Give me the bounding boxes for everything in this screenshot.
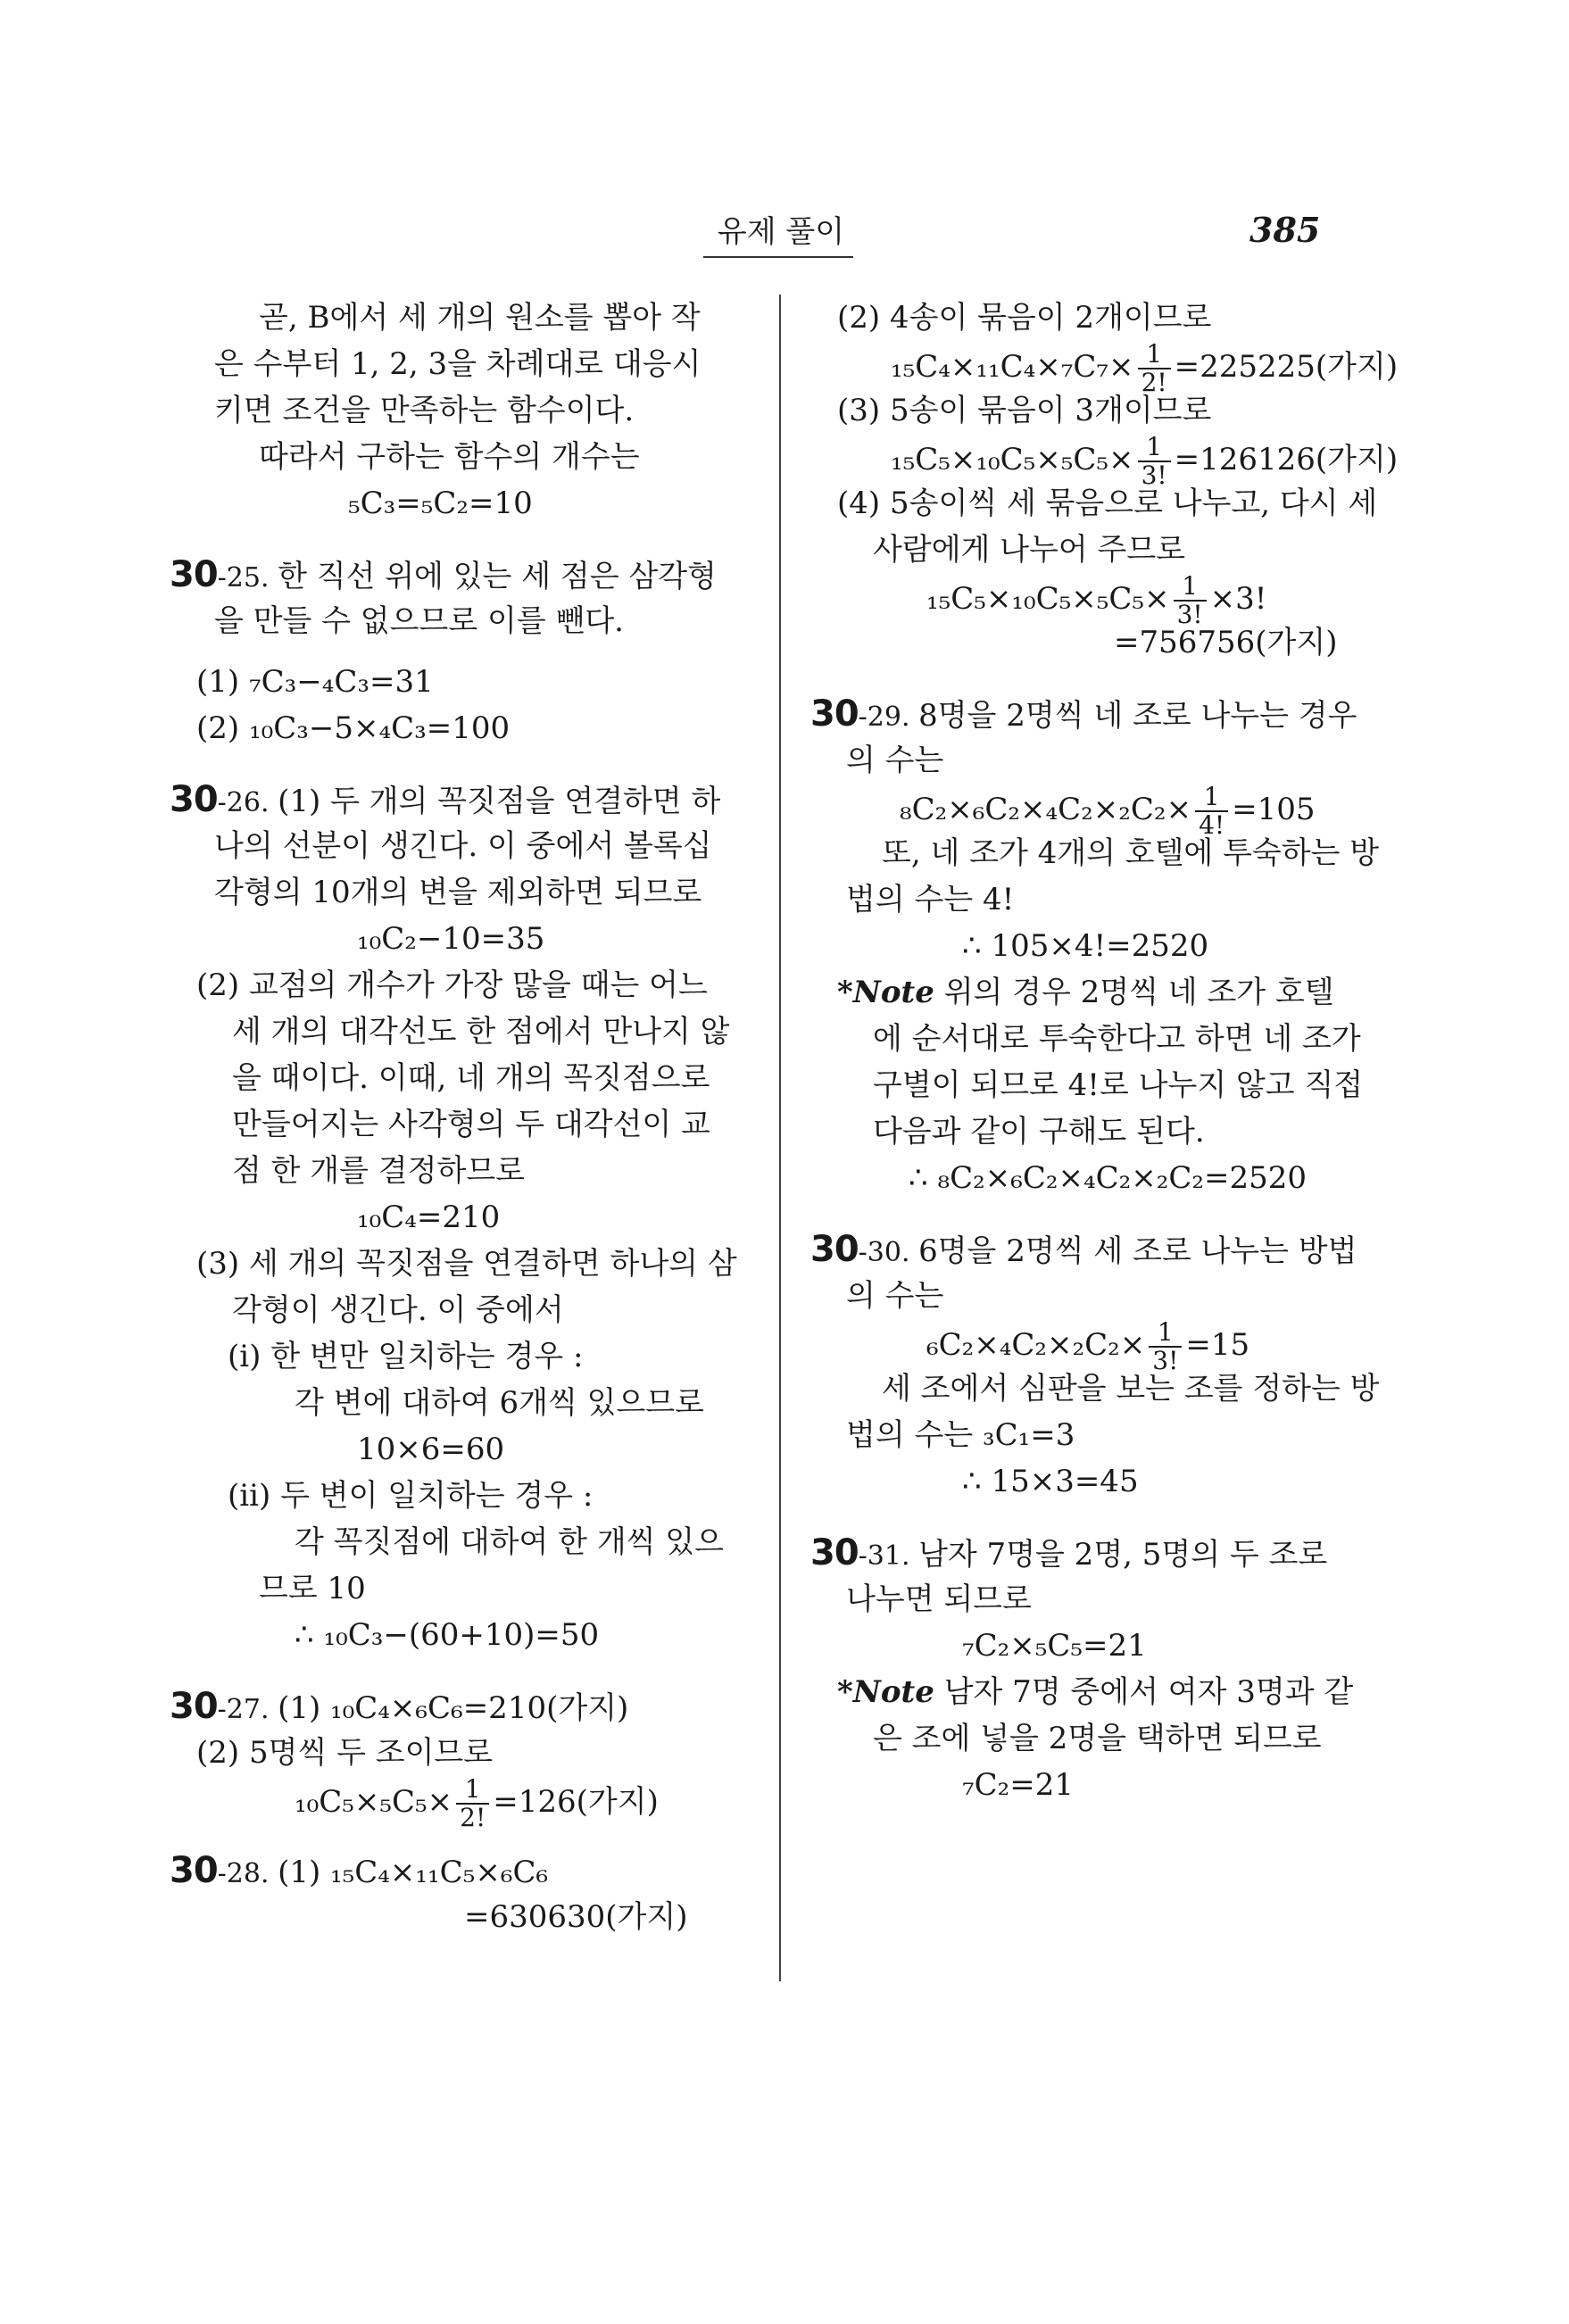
text-line	[810, 1458, 1391, 1505]
text-line	[810, 619, 1391, 666]
text-line	[810, 1273, 1391, 1319]
line-text-after: ×3!	[1209, 581, 1267, 617]
text-line	[170, 1894, 750, 1940]
text-line	[810, 969, 1391, 1016]
fraction-denominator: 3!	[1141, 461, 1167, 490]
line-text: 세 조에서 심판을 보는 조를 정하는 방	[882, 1371, 1380, 1407]
text-line	[810, 1365, 1391, 1412]
line-text: 만들어지는 사각형의 두 대각선이 교	[232, 1107, 710, 1142]
line-text: 은 조에 넣을 2명을 택하면 되므로	[873, 1721, 1322, 1756]
text-line	[810, 432, 1399, 490]
line-text: (1) ₇C₃−₄C₃=31	[196, 664, 434, 700]
line-text: 남자 7명 중에서 여자 3명과 같	[943, 1674, 1354, 1710]
line-text-after: =126(가지)	[493, 1784, 659, 1820]
fraction-numerator: 1	[456, 1776, 489, 1805]
line-text: =630630(가지)	[464, 1899, 688, 1935]
line-text: (2) 5명씩 두 조이므로	[196, 1735, 494, 1771]
line-text: ∴ 105×4!=2520	[962, 928, 1209, 964]
text-line	[810, 1155, 1391, 1201]
line-text: 따라서 구하는 함수의 개수는	[259, 439, 640, 475]
text-line	[810, 1016, 1391, 1062]
spacer	[170, 527, 750, 552]
problem-chapter-number: 30	[170, 1686, 218, 1727]
line-text-after: =15	[1185, 1327, 1250, 1363]
line-text: 각형이 생긴다. 이 중에서	[232, 1292, 564, 1328]
text-line	[170, 705, 750, 751]
fraction-denominator: 3!	[1176, 600, 1203, 629]
text-line	[170, 962, 750, 1008]
line-text: =756756(가지)	[1114, 625, 1338, 660]
text-line	[810, 923, 1391, 969]
text-line	[170, 1774, 750, 1832]
text-line	[810, 571, 1391, 629]
line-text: 의 수는	[846, 1278, 944, 1314]
problem-heading-line	[170, 552, 750, 598]
line-text: 세 개의 대각선도 한 점에서 만나지 않	[232, 1014, 730, 1050]
problem-heading-line	[810, 1530, 1391, 1576]
text-line	[170, 1148, 750, 1194]
text-line	[810, 527, 1391, 573]
line-text-after: =126126(가지)	[1174, 442, 1399, 477]
left-column	[170, 295, 750, 1940]
problem-number: -30.	[858, 1237, 919, 1268]
line-text: ₁₅C₅×₁₀C₅×₅C₅×	[926, 581, 1170, 617]
line-text: ₁₅C₅×₁₀C₅×₅C₅×	[891, 442, 1134, 477]
problem-heading-line	[170, 776, 750, 823]
text-line	[810, 1576, 1391, 1623]
text-line	[170, 295, 750, 341]
spacer	[934, 975, 944, 1010]
line-text: 10×6=60	[357, 1432, 505, 1467]
problem-number: -26.	[217, 787, 278, 818]
line-text: (3) 세 개의 꼭짓점을 연결하면 하나의 삼	[196, 1246, 737, 1282]
text-line	[170, 916, 750, 962]
text-line	[170, 1101, 750, 1148]
line-text: 에 순서대로 투숙한다고 하면 네 조가	[873, 1021, 1361, 1057]
right-column	[810, 295, 1399, 1808]
problem-heading-line	[170, 1847, 750, 1894]
line-text: 사람에게 나누어 주므로	[873, 532, 1186, 568]
spacer	[810, 1201, 1391, 1226]
line-text: 8명을 2명씩 네 조로 나누는 경우	[918, 698, 1357, 734]
problem-number: -29.	[858, 701, 919, 733]
line-text: 나누면 되므로	[846, 1581, 1032, 1617]
page-number: 385	[1249, 210, 1321, 250]
note-label: *Note	[837, 1674, 934, 1710]
text-line	[170, 1612, 750, 1658]
line-text: ₁₅C₄×₁₁C₄×₇C₇×	[891, 349, 1134, 385]
line-text: 다음과 같이 구해도 된다.	[873, 1114, 1205, 1150]
text-line	[810, 1623, 1391, 1669]
problem-number: -28.	[217, 1858, 278, 1889]
fraction-numerator: 1	[1138, 341, 1171, 369]
text-line	[810, 1762, 1391, 1808]
problem-chapter-number: 30	[810, 693, 859, 735]
line-text: ₅C₃=₅C₂=10	[348, 486, 533, 521]
line-text: ₁₀C₅×₅C₅×	[295, 1784, 453, 1820]
text-line	[170, 1055, 750, 1101]
line-text: 곧, B에서 세 개의 원소를 뽑아 작	[259, 300, 701, 336]
line-text: (1) ₁₀C₄×₆C₆=210(가지)	[278, 1690, 629, 1726]
line-text-after: =105	[1232, 792, 1316, 827]
line-text: ∴ ₈C₂×₆C₂×₄C₂×₂C₂=2520	[909, 1160, 1308, 1196]
line-text: 므로 10	[259, 1571, 366, 1606]
line-text: 점 한 개를 결정하므로	[232, 1153, 526, 1189]
line-text: 을 만들 수 없으므로 이를 뺀다.	[214, 603, 624, 639]
line-text: (2) 교점의 개수가 가장 많을 때는 어느	[196, 967, 708, 1003]
line-text: 남자 7명을 2명, 5명의 두 조로	[918, 1537, 1328, 1573]
spacer	[810, 666, 1391, 691]
fraction-numerator: 1	[1149, 1319, 1182, 1348]
text-line	[170, 1194, 750, 1241]
line-text: (2) ₁₀C₃−5×₄C₃=100	[196, 710, 511, 746]
text-line	[170, 1426, 750, 1473]
line-text: ∴ ₁₀C₃−(60+10)=50	[295, 1617, 600, 1653]
text-line	[810, 480, 1391, 527]
line-text: 은 수부터 1, 2, 3을 차례대로 대응시	[214, 346, 701, 382]
text-line	[810, 830, 1391, 876]
running-header-title: 유제 풀이	[717, 214, 845, 250]
text-line	[810, 782, 1391, 840]
note-label: *Note	[837, 975, 934, 1010]
text-line	[170, 1473, 750, 1519]
problem-chapter-number: 30	[170, 1850, 218, 1891]
problem-number: -25.	[217, 562, 278, 593]
text-line	[810, 737, 1391, 784]
problem-heading-line	[810, 691, 1391, 737]
spacer	[170, 751, 750, 776]
text-line	[170, 1241, 750, 1287]
line-text: ₈C₂×₆C₂×₄C₂×₂C₂×	[900, 792, 1192, 827]
text-line	[170, 1333, 750, 1380]
line-text: ₁₀C₄=210	[357, 1199, 501, 1235]
line-text: 키면 조건을 만족하는 함수이다.	[214, 393, 635, 428]
problem-chapter-number: 30	[810, 1229, 859, 1270]
text-line	[810, 1412, 1391, 1458]
text-line	[170, 480, 750, 527]
text-line	[170, 1380, 750, 1426]
text-line	[170, 1008, 750, 1055]
fraction-denominator: 2!	[460, 1803, 486, 1832]
text-line	[170, 1565, 750, 1612]
fraction	[456, 1776, 489, 1831]
text-line	[170, 659, 750, 705]
text-line	[810, 295, 1391, 341]
line-text: 각형의 10개의 변을 제외하면 되므로	[214, 875, 702, 910]
text-line	[170, 341, 750, 387]
line-text: 위의 경우 2명씩 네 조가 호텔	[943, 975, 1334, 1010]
text-line	[170, 869, 750, 916]
line-text: (3) 5송이 묶음이 3개이므로	[837, 393, 1212, 428]
line-text: ∴ 15×3=45	[962, 1464, 1139, 1499]
text-line	[170, 823, 750, 869]
problem-number: -31.	[858, 1540, 919, 1572]
line-text: (2) 4송이 묶음이 2개이므로	[837, 300, 1212, 336]
problem-heading-line	[170, 1683, 750, 1730]
column-divider	[779, 295, 781, 1981]
line-text: ₇C₂×₅C₅=21	[962, 1628, 1147, 1664]
text-line	[810, 876, 1391, 923]
spacer	[170, 644, 750, 659]
text-line	[170, 1287, 750, 1333]
fraction-numerator: 1	[1195, 784, 1228, 812]
problem-chapter-number: 30	[810, 1532, 859, 1573]
line-text: (ii) 두 변이 일치하는 경우 :	[228, 1478, 594, 1514]
problem-number: -27.	[217, 1694, 278, 1725]
header-underline	[703, 256, 853, 258]
spacer	[170, 1658, 750, 1683]
problem-chapter-number: 30	[170, 779, 218, 820]
line-text: 을 때이다. 이때, 네 개의 꼭짓점으로	[232, 1060, 710, 1096]
text-line	[810, 1062, 1391, 1108]
fraction-denominator: 4!	[1199, 810, 1225, 840]
line-text: 구별이 되므로 4!로 나누지 않고 직접	[873, 1067, 1364, 1103]
fraction-numerator: 1	[1174, 573, 1207, 602]
line-text: 나의 선분이 생긴다. 이 중에서 볼록십	[214, 828, 712, 864]
line-text: 법의 수는 ₃C₁=3	[846, 1417, 1075, 1453]
text-line	[170, 1730, 750, 1776]
line-text-after: =225225(가지)	[1174, 349, 1399, 385]
text-line	[170, 434, 750, 480]
text-line	[810, 1317, 1391, 1375]
line-text: 또, 네 조가 4개의 호텔에 투숙하는 방	[882, 835, 1380, 871]
text-line	[170, 387, 750, 434]
line-text: 의 수는	[846, 743, 944, 778]
line-text: (4) 5송이씩 세 묶음으로 나누고, 다시 세	[837, 486, 1378, 521]
line-text: 각 변에 대하여 6개씩 있으므로	[295, 1385, 704, 1421]
text-line	[810, 1715, 1391, 1762]
spacer	[934, 1674, 944, 1710]
problem-heading-line	[810, 1226, 1391, 1273]
text-line	[170, 598, 750, 644]
text-line	[170, 1519, 750, 1565]
fraction-denominator: 3!	[1152, 1346, 1179, 1375]
fraction-denominator: 2!	[1141, 368, 1167, 397]
line-text: (1) 두 개의 꼭짓점을 연결하면 하	[278, 784, 721, 819]
text-line	[810, 387, 1391, 434]
line-text: 한 직선 위에 있는 세 점은 삼각형	[278, 559, 717, 594]
text-line	[810, 1108, 1391, 1155]
line-text: ₆C₂×₄C₂×₂C₂×	[926, 1327, 1146, 1363]
line-text: 6명을 2명씩 세 조로 나누는 방법	[918, 1233, 1357, 1269]
fraction-numerator: 1	[1138, 434, 1171, 462]
line-text: 각 꼭짓점에 대하여 한 개씩 있으	[295, 1524, 725, 1560]
text-line	[810, 339, 1399, 397]
line-text: ₁₀C₂−10=35	[357, 921, 545, 957]
spacer	[810, 1505, 1391, 1530]
line-text: (1) ₁₅C₄×₁₁C₅×₆C₆	[278, 1855, 549, 1890]
line-text: 법의 수는 4!	[846, 882, 1015, 917]
line-text: ₇C₂=21	[962, 1767, 1075, 1803]
problem-chapter-number: 30	[170, 554, 218, 595]
line-text: (i) 한 변만 일치하는 경우 :	[228, 1339, 584, 1374]
text-line	[810, 1669, 1391, 1715]
